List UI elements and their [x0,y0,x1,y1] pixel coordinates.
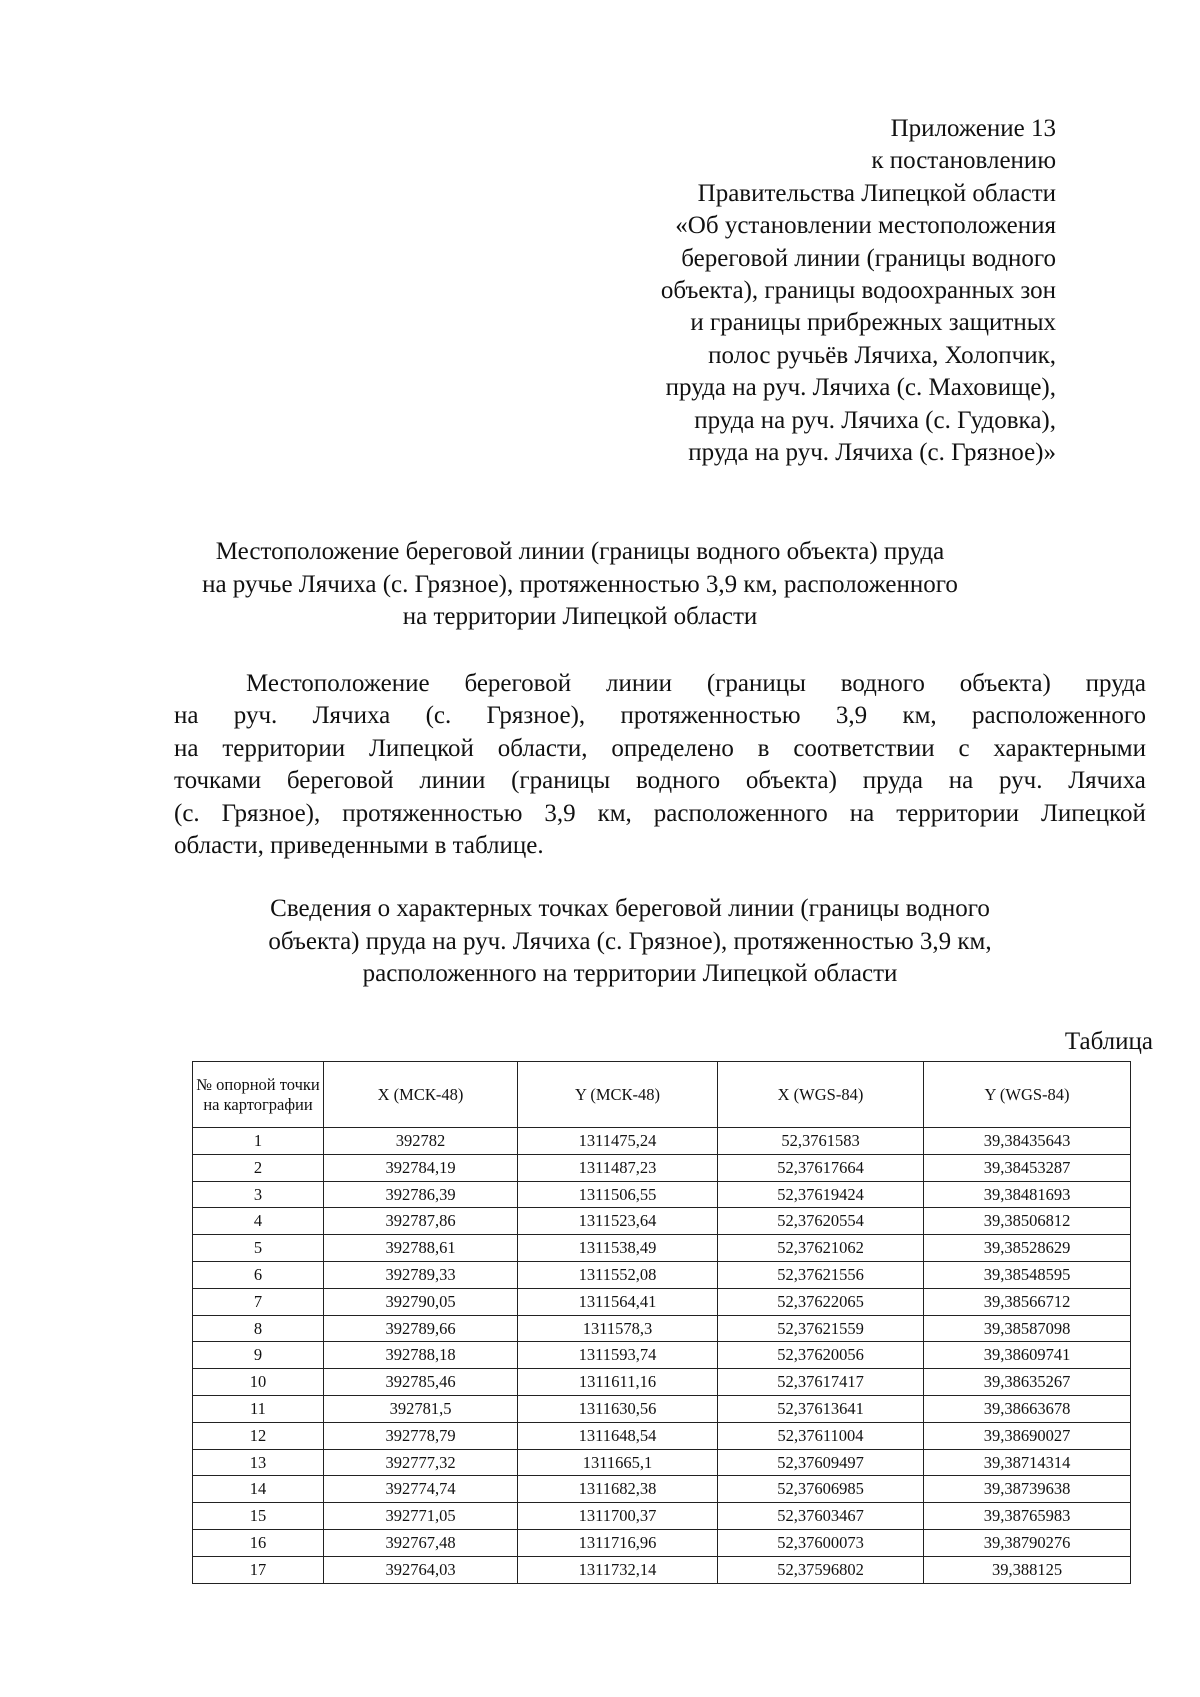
cell-y-wgs84: 39,38435643 [924,1128,1131,1155]
table-row [193,1556,1131,1583]
cell-x-wgs84: 52,37621556 [718,1261,924,1288]
appendix-line: полос ручьёв Лячиха, Холопчик, [708,341,1056,369]
cell-x-msk48: 392778,79 [324,1422,518,1449]
cell-y-wgs84: 39,38635267 [924,1369,1131,1396]
table-row [193,1395,1131,1422]
table-header-row [193,1062,1131,1128]
cell-x-wgs84: 52,37622065 [718,1288,924,1315]
table-row [193,1208,1131,1235]
paragraph-word: водного [840,670,925,697]
paragraph-word: береговой [286,767,394,795]
cell-point-number: 14 [193,1476,324,1503]
appendix-line: Правительства Липецкой области [697,179,1056,207]
cell-y-msk48: 1311538,49 [518,1235,718,1262]
cell-y-msk48: 1311552,08 [518,1261,718,1288]
cell-x-msk48: 392787,86 [324,1208,518,1235]
cell-y-msk48: 1311523,64 [518,1208,718,1235]
cell-point-number: 6 [193,1261,324,1288]
table-row [193,1529,1131,1556]
paragraph-word: расположенного [971,702,1146,730]
cell-point-number: 1 [193,1128,324,1155]
cell-y-wgs84: 39,38663678 [924,1395,1131,1422]
paragraph-word: береговой [464,670,572,697]
cell-point-number: 17 [193,1556,324,1583]
cell-y-wgs84: 39,38528629 [924,1235,1131,1262]
title-line: на ручье Лячиха (с. Грязное), протяженностью 3,9 км, расположенного [202,570,958,598]
appendix-line: пруда на руч. Лячиха (с. Грязное)» [688,439,1056,467]
table-row [193,1476,1131,1503]
paragraph-word: области, [497,734,588,762]
cell-y-wgs84: 39,38765983 [924,1503,1131,1530]
header-x-msk48: X (МСК-48) [324,1062,518,1128]
cell-x-msk48: 392771,05 [324,1503,518,1530]
header-x-wgs84: X (WGS-84) [718,1062,924,1128]
paragraph-word: определено [611,734,734,762]
header-point-number: № опорной точки на картографии [193,1062,324,1128]
paragraph-word: Местоположение [246,670,430,697]
cell-x-msk48: 392786,39 [324,1181,518,1208]
cell-y-msk48: 1311682,38 [518,1476,718,1503]
table-row [193,1369,1131,1396]
cell-x-wgs84: 52,37606985 [718,1476,924,1503]
paragraph-line [174,668,1146,700]
appendix-line: объекта), границы водоохранных зон [660,277,1056,305]
cell-y-wgs84: 39,388125 [924,1556,1131,1583]
cell-y-msk48: 1311506,55 [518,1181,718,1208]
paragraph-word: Липецкой [368,734,474,762]
table-row [193,1128,1131,1155]
paragraph-word: км, [902,702,937,730]
paragraph-word: на [174,734,199,762]
cell-x-wgs84: 52,37620554 [718,1208,924,1235]
cell-y-wgs84: 39,38481693 [924,1181,1131,1208]
cell-x-msk48: 392781,5 [324,1395,518,1422]
appendix-line: и границы прибрежных защитных [690,309,1056,337]
cell-point-number: 11 [193,1395,324,1422]
paragraph-word: Лячиха [1068,767,1146,795]
cell-x-wgs84: 52,37617417 [718,1369,924,1396]
cell-point-number: 7 [193,1288,324,1315]
paragraph-line [174,830,1146,862]
cell-y-wgs84: 39,38587098 [924,1315,1131,1342]
appendix-line: береговой линии (границы водного [681,244,1056,272]
paragraph-word: линии [606,670,672,697]
paragraph-line [174,798,1146,830]
cell-x-msk48: 392785,46 [324,1369,518,1396]
paragraph-word: характерными [993,734,1146,762]
cell-x-msk48: 392764,03 [324,1556,518,1583]
cell-x-msk48: 392789,66 [324,1315,518,1342]
paragraph-word: соответствии [793,734,935,762]
cell-x-msk48: 392767,48 [324,1529,518,1556]
cell-y-msk48: 1311732,14 [518,1556,718,1583]
cell-y-msk48: 1311665,1 [518,1449,718,1476]
paragraph-word: Грязное), [221,799,321,827]
paragraph-word: пруда [862,767,923,795]
cell-x-wgs84: 52,3761583 [718,1128,924,1155]
cell-x-wgs84: 52,37620056 [718,1342,924,1369]
table-heading-line: Сведения о характерных точках береговой линии (границы водного [270,895,990,922]
paragraph-word: 3,9 [544,799,576,827]
cell-x-msk48: 392789,33 [324,1261,518,1288]
paragraph-word: объекта) [959,670,1051,697]
cell-x-wgs84: 52,37619424 [718,1181,924,1208]
paragraph-word: Лячиха [312,702,391,730]
appendix-line: к постановлению [871,147,1056,175]
paragraph-word: (границы [706,670,806,697]
paragraph-word: на [174,702,199,730]
cell-y-wgs84: 39,38790276 [924,1529,1131,1556]
cell-y-msk48: 1311475,24 [518,1128,718,1155]
paragraph-word: км, [597,799,632,827]
paragraph-word: протяженностью [620,702,801,730]
cell-x-msk48: 392790,05 [324,1288,518,1315]
table-row [193,1449,1131,1476]
appendix-line: пруда на руч. Лячиха (с. Маховище), [665,374,1056,402]
table-heading-line: расположенного на территории Липецкой области [362,960,898,987]
table-row [193,1154,1131,1181]
cell-y-wgs84: 39,38690027 [924,1422,1131,1449]
cell-y-wgs84: 39,38714314 [924,1449,1131,1476]
title-line: на территории Липецкой области [402,603,758,630]
cell-y-msk48: 1311611,16 [518,1369,718,1396]
paragraph-word: (с. [425,702,452,730]
paragraph-word: пруда [1085,670,1146,697]
table-row [193,1422,1131,1449]
paragraph-word: руч. [998,767,1043,795]
table-label: Таблица [1064,1028,1153,1055]
paragraph-word: линии [419,767,486,795]
cell-y-wgs84: 39,38566712 [924,1288,1131,1315]
header-y-wgs84: Y (WGS-84) [924,1062,1131,1128]
cell-x-wgs84: 52,37621559 [718,1315,924,1342]
cell-point-number: 10 [193,1369,324,1396]
cell-y-wgs84: 39,38453287 [924,1154,1131,1181]
document-title [160,536,1000,634]
cell-x-wgs84: 52,37621062 [718,1235,924,1262]
paragraph-line [174,733,1146,765]
cell-y-msk48: 1311716,96 [518,1529,718,1556]
cell-x-wgs84: 52,37617664 [718,1154,924,1181]
header-y-msk48: Y (МСК-48) [518,1062,718,1128]
cell-point-number: 13 [193,1449,324,1476]
cell-x-msk48: 392788,18 [324,1342,518,1369]
cell-y-wgs84: 39,38548595 [924,1261,1131,1288]
table-row [193,1261,1131,1288]
paragraph-word: объекта) [745,767,837,795]
paragraph-word: точками [174,767,262,795]
cell-y-msk48: 1311630,56 [518,1395,718,1422]
cell-point-number: 5 [193,1235,324,1262]
cell-x-wgs84: 52,37609497 [718,1449,924,1476]
cell-x-wgs84: 52,37596802 [718,1556,924,1583]
paragraph-word: на [849,799,875,827]
cell-x-wgs84: 52,37613641 [718,1395,924,1422]
appendix-line: Приложение 13 [890,115,1056,142]
cell-point-number: 16 [193,1529,324,1556]
cell-y-wgs84: 39,38609741 [924,1342,1131,1369]
paragraph-word: области, приведенными в таблице. [174,832,544,860]
cell-x-wgs84: 52,37603467 [718,1503,924,1530]
table-row [193,1288,1131,1315]
cell-x-msk48: 392782 [324,1128,518,1155]
paragraph-word: с [958,734,970,762]
paragraph-word: (границы [511,767,611,795]
cell-point-number: 2 [193,1154,324,1181]
title-line: Местоположение береговой линии (границы водного объекта) пруда [215,538,945,565]
table-row [193,1181,1131,1208]
cell-x-msk48: 392774,74 [324,1476,518,1503]
cell-y-msk48: 1311578,3 [518,1315,718,1342]
paragraph-word: Липецкой [1040,799,1146,827]
cell-x-msk48: 392777,32 [324,1449,518,1476]
coordinates-table [192,1061,1131,1584]
cell-x-wgs84: 52,37600073 [718,1529,924,1556]
paragraph-word: протяженностью [342,799,523,827]
paragraph-word: территории [896,799,1019,827]
paragraph-word: Грязное), [486,702,586,730]
cell-y-msk48: 1311564,41 [518,1288,718,1315]
cell-point-number: 4 [193,1208,324,1235]
cell-y-msk48: 1311648,54 [518,1422,718,1449]
table-body [193,1128,1131,1584]
appendix-line: «Об установлении местоположения [675,212,1056,240]
cell-point-number: 3 [193,1181,324,1208]
table-row [193,1342,1131,1369]
table-row [193,1235,1131,1262]
paragraph-word: в [757,734,770,762]
cell-y-wgs84: 39,38739638 [924,1476,1131,1503]
table-row [193,1315,1131,1342]
paragraph-line [174,700,1146,732]
table-heading [210,893,1050,991]
body-paragraph [174,668,1146,862]
paragraph-word: (с. [174,799,200,827]
cell-point-number: 15 [193,1503,324,1530]
appendix-header [536,113,1056,469]
paragraph-word: водного [635,767,721,795]
cell-x-wgs84: 52,37611004 [718,1422,924,1449]
paragraph-word: расположенного [653,799,828,827]
cell-y-msk48: 1311487,23 [518,1154,718,1181]
appendix-line: пруда на руч. Лячиха (с. Гудовка), [694,406,1056,434]
cell-y-msk48: 1311700,37 [518,1503,718,1530]
paragraph-line [174,765,1146,797]
paragraph-word: 3,9 [835,702,868,730]
cell-x-msk48: 392784,19 [324,1154,518,1181]
paragraph-word: территории [222,734,346,762]
paragraph-word: на [948,767,974,795]
paragraph-word: руч. [233,702,278,730]
cell-y-msk48: 1311593,74 [518,1342,718,1369]
cell-x-msk48: 392788,61 [324,1235,518,1262]
cell-point-number: 8 [193,1315,324,1342]
table-row [193,1503,1131,1530]
cell-y-wgs84: 39,38506812 [924,1208,1131,1235]
cell-point-number: 9 [193,1342,324,1369]
cell-point-number: 12 [193,1422,324,1449]
table-heading-line: объекта) пруда на руч. Лячиха (с. Грязное), протяженностью 3,9 км, [268,927,992,955]
